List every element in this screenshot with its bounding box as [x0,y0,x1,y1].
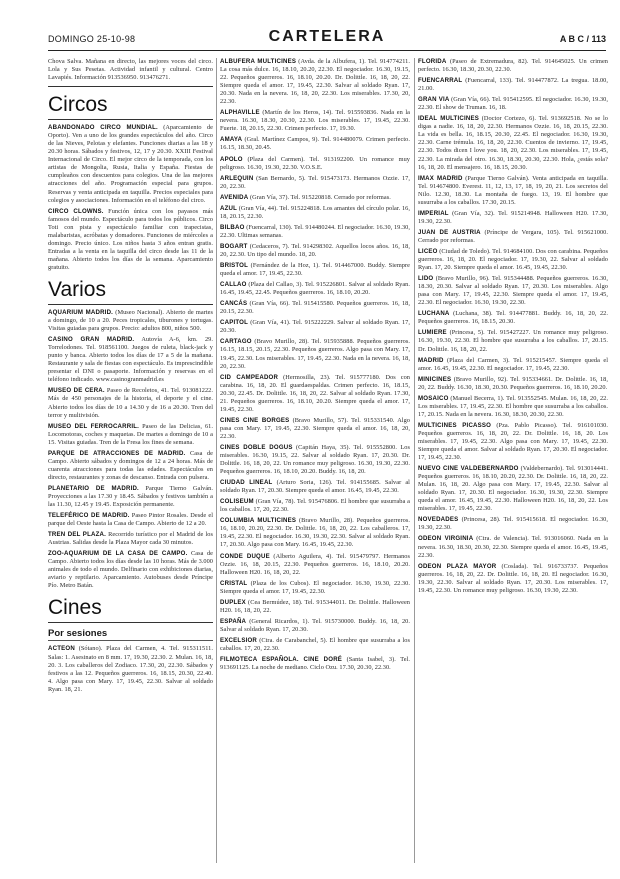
listing-details: (Gran Vía, 41). Tel. 915222229. Salvar al soldado Ryan. 17, 20.30. [220,319,410,335]
cinema-listing [418,275,608,307]
cinema-listing [220,444,410,476]
listing-details: (Aparcamiento de Oporto). Ven a uno de los grandes espectáculos del año. Circo de las Nieves, Pelotas y elefantes. Funciones diarias a las 18 y 20.30 horas. Sábados y festivos, 12, 17 y 20.30. XXIII Festival Internacional de Circo. El mejor circo de la temporada, con los artistas de Mongolia, Rusia, Italia y España. Fiestas de cumpleaños con descuentos para colegios. Una de las mejores atracciones del año. Programación especial para grupos. Reservas y venta anticipada en taquilla. Precios especiales para colegios y asociaciones. Información en el teléfono del circo. [48,124,213,204]
listing-name: CALLAO [220,281,247,289]
column-middle [220,58,410,863]
listing-details: (Gran Vía, 37). Tel. 915220818. Cerrado por reformas. [248,193,391,201]
cinema-listing [418,229,608,245]
cinema-listing [220,109,410,133]
listing-name: AQUARIUM MADRID. [48,308,114,316]
listing-details: (Santa Isabel, 3). Tel. 913691125. La noche de mediano. Ciclo Ozu. 17.30, 20.30, 22.30. [220,656,410,672]
listing-name: MOSAICO [418,394,449,402]
cinema-listing [418,357,608,373]
listing-name: FILMOTECA ESPAÑOLA. CINE DORÉ [220,656,343,664]
listing-name: JUAN DE AUSTRIA [418,228,481,236]
cinema-listing [220,553,410,577]
listing-name: FLORIDA [418,58,447,65]
listing-details: (Plaza del Carmen, 3). Tel. 915215457. Siempre queda el amor. 16.45, 19.45, 22.30. El negociador. 17, 19.45, 22.30. [418,356,608,372]
listing-details: (Plaza de los Cubos). El negociador. 16.30, 19.30, 22.30. Siempre queda el amor. 17, 19.45, 22.30. [220,579,410,595]
cinema-listing [418,96,608,112]
listing-name: IDEAL MULTICINES [418,115,479,123]
circus-listing [48,208,213,272]
cinema-listing [418,535,608,559]
listing-name: COLISEUM [220,498,254,506]
listing-name: CINES CINE BORGES [220,416,290,424]
listing-details: (Gran Vía, 78). Tel. 915476806. El hombre que susurraba a los caballos. 17, 20, 22.30. [220,498,410,514]
cinema-listing [418,210,608,226]
listing-name: TREN DEL PLAZA. [48,531,107,539]
listing-details: (Pza. Pablo Picasso). Tel. 916101030. Pequeños guerreros. 16, 18, 20, 22. Dr. Dolittle. 16, 18, 20. Los miserables. 17, 19.45, 22.30. Algo pasa con Mary. 17, 19.45, 22.30. Siempre queda el amor. Salvar al soldado Ryan. 17, 20.30. El negociador. 17, 19.45, 22.30. [418,421,608,462]
listing-name: CRISTAL [220,579,248,587]
attraction-listing [48,512,213,528]
cinema-listing [220,224,410,240]
listing-name: COLUMBIA MULTICINES [220,517,297,525]
listing-name: CARTAGO [220,338,252,346]
cinema-listing [220,618,410,634]
listing-name: ABANDONADO CIRCO MUNDIAL. [48,124,158,132]
cinema-listing [220,498,410,514]
listing-details: (Luchana, 38). Tel. 914477881. Buddy. 16, 18, 20, 22. Pequeños guerreros. 16, 18.15, 20.30. [418,310,608,326]
listing-name: PARQUE DE ATRACCIONES DE MADRID. [48,449,186,457]
listing-details: (Fuencarral, 133). Tel. 914477872. La tregua. 18.00, 21.00. [418,77,608,93]
listing-name: FUENCARRAL [418,77,463,85]
listing-details: (Fernández de la Hoz, 1). Tel. 914467000. Buddy. Siempre queda el amor. 17, 19.45, 22.30. [220,262,410,278]
cinema-listing [220,262,410,278]
listing-details: (San Bernardo, 5). Tel. 915473173. Hermanos Ozzie. 17, 20, 22.30. [220,174,410,190]
column-divider [414,58,415,863]
listing-details: (Coslada). Tel. 916733737. Pequeños guerreros. 16, 18, 20, 22. Dr. Dolittle. 16, 18, 20. El negociador. 16.30, 19.30, 22.30. Salvar al soldado Ryan. 17, 20.30. Los miserables. 17, 19.45, 22.30. Un romance muy peligroso. 16.30, 19.30, 22.30. [418,562,608,594]
listing-details: (Ctra. de Valencia). Tel. 913016060. Nada en la nevera. 16.30, 18.30, 20.30, 22.30. Siempre queda el amor. 16.45, 19.45, 22.30. [418,535,608,559]
cinema-listing [418,175,608,207]
listing-details: (Paseo de Extremadura, 82). Tel. 914645025. Un crimen perfecto. 16.30, 18.30, 20.30, 22.30. [418,58,608,74]
section-heading-varios: Varios [48,278,213,305]
attraction-listing [48,485,213,509]
listing-name: NUEVO CINE VALDEBERNARDO [418,465,519,473]
listing-name: GRAN VIA [418,96,450,104]
listing-details: Casa de Campo. Abierto todos los días desde las 10 horas. Más de 3.000 animales de todo el mundo. Delfinario con exhibiciones diarias, aviario y reptilario. Aparcamiento. Autobuses desde Príncipe Pío. Metro Batán. [48,550,213,590]
listing-details: (Bravo Murillo, 92). Tel. 915334661. Dr. Dolittle. 16, 18, 20, 22. Buddy. 16.30, 18.30, 20.30. Pequeños guerreros. 16, 18.10, 20.20. [418,375,608,391]
cinema-listing [220,338,410,370]
listing-details: (Bravo Murillo, 28). Pequeños guerreros. 16, 18.10, 20.20, 22.30. Dr. Dolittle. 16, 18, 20, 22. Los caballeros. 17, 19.45, 22.30. El negociador. 16.30, 19.30, 22.30. Salvar al soldado Ryan. 17, 20.30. Algo pasa con Mary. 16.45, 19.45, 22.30. [220,517,410,549]
cinema-listing [418,77,608,93]
cinema-listing [418,422,608,462]
listing-name: CONDE DUQUE [220,552,270,560]
listing-name: CID CAMPEADOR [220,373,279,381]
listing-details: (Museo Nacional). Abierto de martes a domingo, de 10 a 20. Peces tropicales, tiburones y tortugas. Visitas guiadas para grupos. Precio: adultos 800, niños 500. [48,308,213,333]
listing-details: (Valdebernardo). Tel. 913014441. Pequeños guerreros. 16, 18.10, 20.20, 22.30. Dr. Dolittle. 16, 18, 20, 22. Mulan. 16, 18, 20. Algo pasa con Mary. 17, 19.45, 22.30. Salvar al soldado Ryan. 17, 20.30. El negociador. 16.30, 19.30, 22.30. Siempre queda el amor. 16.45, 19.45, 22.30. Halloween H20. 16, 18, 20, 22. Los miserables. 17, 19.45, 22.30. [418,465,608,513]
cinema-listing [220,374,410,414]
listing-name: ACTEON [48,645,75,653]
issue-date: DOMINGO 25-10-98 [48,34,136,44]
circus-listing [48,124,213,204]
listing-name: MUSEO DEL FERROCARRIL. [48,422,140,430]
cinema-listing [220,136,410,152]
cinema-listing [418,395,608,419]
section-heading-cines: Cines [48,596,213,623]
listing-name: LIDO [418,275,434,283]
listing-details: Paseo Pintor Rosales. Desde el parque del Oeste hasta la Casa de Campo. Abierto de 12 a 20. [48,512,213,528]
attraction-listing [48,531,213,547]
listing-name: MUSEO DE CERA. [48,387,105,395]
listing-details: (Doctor Cortezo, 6). Tel. 913692518. No se lo digas a nadie. 16, 18, 20, 22.30. Hermanos Ozzie. 16, 18, 20.15, 22.30. La vida es bella. 16, 18.15, 20.30, 22.45. El negociador. 16.30, 19.30, 22.30. Carne trémula. 16, 18, 20, 22.30. Cuentos de invierno. 17, 19.45, 22.30. Todos dicen I love you. 18, 20, 22.30. Los miserables. 17, 19.45, 22.30. La mirada del otro. 16.30, 18.30, 20.30, 22.30. Hola, ¿estás sola? 16, 18, 20. El mensajero. 16, 18.15, 20.30. [418,115,608,171]
cinema-listing [220,637,410,653]
cinema-listing [220,243,410,259]
attraction-listing [48,450,213,482]
attraction-listing [48,336,213,384]
listing-name: ALBUFERA MULTICINES [220,58,297,65]
listing-name: AVENIDA [220,193,249,201]
attraction-listing [48,423,213,447]
listing-name: APOLO [220,155,243,163]
column-right [418,58,608,863]
listing-name: MADRID [418,356,444,364]
listing-name: MINICINES [418,375,452,383]
cinema-list [48,645,213,693]
cinema-listing [220,300,410,316]
listing-details: (Fuencarral, 130). Tel. 914480244. El negociador. 16.30, 19.30, 22.30. Ultimas semanas. [220,223,410,239]
listing-name: IMPERIAL [418,209,449,217]
listing-name: ZOO-AQUARIUM DE LA CASA DE CAMPO. [48,550,188,558]
listing-details: (Martín de los Heros, 14). Tel. 915593836. Nada en la nevera. 16.30, 18.30, 20.30, 22.30. Los miserables. 17, 19.45, 22.30. Fuerte. 18, 20.15, 22.30. Crimen perfecto. 17, 19.30. [220,109,410,133]
listing-details: (Gran Vía, 32). Tel. 915214948. Halloween H20. 17.30, 19.30, 22.30. [418,209,608,225]
cinema-listing [220,517,410,549]
listing-details: Paseo de las Delicias, 61. Locomotoras, coches y maquetas. De martes a domingo de 10 a 15. Visitas guiadas. Tren de la Fresa los fines de semana. [48,422,213,446]
listing-name: ODEON VIRGINIA [418,535,474,543]
listing-details: (Parque Tierno Galván). Venta anticipada en taquilla. Tel. 914674800. Everest. 11, 12, 13, 17, 18, 19, 20, 21. Los secretos del Nilo. 12.30, 18.30. La montaña de fuego. 13, 19. El hombre que susurraba a los caballos. 17.30, 20.15. [418,174,608,206]
listing-name: AZUL [220,204,238,212]
subsection-por-sesiones: Por sesiones [48,628,213,641]
listing-name: CIRCO CLOWNS. [48,207,104,215]
cinema-listing [220,58,410,106]
listing-name: BILBAO [220,223,245,231]
intro-listing: Chova Salva. Mañana en directo, las mejores voces del circo. Lola y Sus Pesetas. Actividad infantil y cultural. Centro Lavapiés. Información 913536950. 913476271. [48,58,213,87]
listing-name: LUMIERE [418,329,447,337]
listing-details: (Bravo Murillo, 28). Tel. 915935888. Pequeños guerreros. 16.15, 18.15, 20.15, 22.30. Pequeños guerreros. Algo pasa con Mary. 17, 19.45, 22.30. Los miserables. 17, 19.45, 22.30. Nada en la nevera. 16, 18, 20, 22.30. [220,338,410,370]
cinema-listing [220,580,410,596]
varios-list [48,309,213,591]
listing-details: (Príncipe de Vergara, 105). Tel. 915621000. Cerrado por reformas. [418,228,608,244]
listing-name: BOGART [220,242,248,250]
listing-details: (Capitán Haya, 35). Tel. 915552800. Los miserables. 16.30, 19.15, 22. Salvar al soldado Ryan. 17, 20.30. Dr. Dolittle. 16, 18, 20, 22. Un romance muy peligroso. 16.30, 19.30, 22.30. Pequeños guerreros. 16, 18.10, 20.20. Buddy. 16, 18, 20. [220,443,410,476]
listing-name: CINES DOBLE DOGUS [220,443,293,451]
listing-details: Paseo de Recoletos, 41. Tel. 913081222. Más de 450 personajes de la historia, el deporte y el cine. Abierto todos los días de 10 a 14.30 y de 16 a 20.30. Tren del terror y multivisión. [48,387,213,419]
listing-details: Recorrido turístico por el Madrid de los Austrias. Salidas desde la Plaza Mayor cada 30 minutos. [48,531,213,547]
listing-name: MULTICINES PICASSO [418,421,492,429]
listing-name: AMAYA [220,136,243,144]
cinema-listing [418,563,608,595]
listing-details: (Plaza del Callao, 3). Tel. 915226801. Salvar al soldado Ryan. 16.45, 19.45, 22.45. Pequeños guerreros. 16, 18.10, 20.20. [220,281,410,297]
listing-details: (Cedaceros, 7). Tel. 914298302. Aquellos locos años. 16, 18, 20, 22.30. Un tipo del mundo. 18, 20. [220,242,410,258]
section-heading-circos: Circos [48,93,213,120]
cinema-list [418,58,608,595]
attraction-listing [48,309,213,333]
listing-name: ARLEQUIN [220,174,254,182]
listing-details: Función única con los payasos más famosos del mundo. Espectáculo para todos los públicos. Circo Toti con pista y espectáculo familiar con trapecistas, malabaristas, acróbatas y domadores. Funciones de miércoles a domingo. Precio único. Los niños hasta 3 años entran gratis. Entradas a la venta en la taquilla del circo desde las 11 de la mañana. Abierto todos los días de la semana. Aparcamiento gratuito. [48,207,213,271]
attraction-listing [48,387,213,419]
listing-details: (Princesa, 5). Tel. 915427227. Un romance muy peligroso. 16.30, 19.30, 22.30. El hombre que susurraba a los caballos. 17, 20.15. Dr. Dolittle. 16, 18, 20, 22. [418,329,608,353]
listing-details: (Gran Vía, 66). Tel. 915412595. El negociador. 16.30, 19.30, 22.30. El show de Truman. 16, 18. [418,96,608,112]
cinema-listing [220,417,410,441]
listing-details: (Avda. de la Albufera, 1). Tel. 914774211. La cosa más dulce. 16, 18.10, 20.20, 22.30. El negociador. 16.30, 19.15, 22. Pequeños guerreros. 16, 18.10, 20.20. Dr. Dolittle. 16, 18, 20, 22. Siempre queda el amor. 17, 19.45, 22.30. Salvar al soldado Ryan. 17, 20.30. Nada en la nevera. 16, 18, 20, 22.30. Los miserables. 17.30, 20, 22.30. [220,58,410,106]
listing-name: PLANETARIO DE MADRID. [48,484,139,492]
listing-details: (Manuel Becerra, 1). Tel. 913552545. Mulan. 16, 18, 20, 22. Los miserables. 17, 19.45, 22.30. El hombre que susurraba a los caballos. 17, 20.15. Nada en la nevera. 16.30, 18.30, 20.30, 22.30. [418,394,608,418]
listing-name: CASINO GRAN MADRID. [48,336,135,344]
listing-details: (Princesa, 28). Tel. 915415618. El negociador. 16.30, 19.30, 22.30. [418,516,608,532]
listing-name: LICEO [418,247,438,255]
listing-details: (Gral. Martínez Campos, 9). Tel. 914480079. Crimen perfecto. 16.15, 18.30, 20.45. [220,136,410,152]
listing-details: Casa de Campo. Abierto sábados y domingos de 12 a 24 horas. Más de cuarenta atracciones para todas las edades. Espectáculos en directo, restaurantes y zonas de descanso. Entrada con pulsera. [48,449,213,481]
listing-name: LUCHANA [418,310,450,318]
listing-name: CIUDAD LINEAL [220,479,273,487]
listing-name: EXCELSIOR [220,636,258,644]
listing-name: DUPLEX [220,598,246,606]
listing-name: TELEFÉRICO DE MADRID. [48,512,130,520]
page-header [48,28,606,51]
listing-details: (Ctra. de Carabanchel, 5). El hombre que susurraba a los caballos. 17, 20, 22.30. [220,636,410,652]
attraction-listing [48,550,213,590]
column-divider [216,58,217,863]
cinema-list [220,58,410,672]
cinema-listing [418,329,608,353]
cinema-listing [220,281,410,297]
cinema-listing [418,465,608,513]
listing-details: (General Ricardos, 1). Tel. 915730000. Buddy. 16, 18, 20. Salvar al soldado Ryan. 17, 20.30. [220,617,410,633]
circos-list [48,124,213,272]
listing-name: ALPHAVILLE [220,109,260,117]
listing-details: (Sótano). Plaza del Carmen, 4. Tel. 915311511. Salas: 1. Asesinato en 8 mm. 17, 19.30, 22.30. 2. Mulan. 16, 18, 20. 3. Los caballeros del Zodiaco. 17.30, 20, 22.30. Sábados y festivos a las 12. Pequeños guerreros. 16, 18.15, 20.30, 22.40. 4. Algo pasa con Mary. 17, 19.45, 22.30. Salvar al soldado Ryan. 18, 21. [48,645,213,693]
cinema-listing [220,319,410,335]
cinema-listing [418,310,608,326]
listing-details: (Gran Vía, 44). Tel. 915224818. Los amantes del círculo polar. 16, 18, 20.15, 22.30. [220,204,410,220]
cinema-listing [418,516,608,532]
listing-name: ODEON PLAZA MAYOR [418,562,497,570]
cinema-listing [220,175,410,191]
listing-details: (Ciudad de Toledo). Tel. 914684100. Dos con carabina. Pequeños guerreros. 16, 18, 20. El negociador. 17, 19.30, 22. Salvar al soldado Ryan. 17, 20. Siempre queda el amor. 16.45, 19.45, 22.30. [418,247,608,272]
listing-details: (Arturo Soria, 126). Tel. 914155685. Salvar al soldado Ryan. 17, 20.30. Siempre queda el amor. 16.45, 19.45, 22.30. [220,479,410,495]
listing-details: Parque Tierno Galván. Proyecciones a las 17.30 y 18.45. Sábados y festivos también a las 11.30, 12.45 y 19.45. Exposición permanente. [48,484,213,509]
cinema-listing [418,376,608,392]
listing-details: (Plaza del Carmen). Tel. 913192200. Un romance muy peligroso. 16.30, 19.30, 22.30. V.O.S.E. [220,155,410,171]
cinema-listing [48,645,213,693]
listing-details: Autovía A-6, km. 29. Torrelodones. Tel. 918561100. Juegos de ruleta, black-jack y punto y banca. Abierto todos los días de 17 a 5 de la mañana. Restaurante y sala de fiestas con espectáculo. Es imprescindible presentar el DNI o pasaporte. Información y reservas en el teléfono indicado. www.casinogranmadrid.es [48,336,213,384]
listing-name: NOVEDADES [418,516,459,524]
cinema-listing [220,599,410,615]
cinema-listing [418,248,608,272]
listing-name: CAPITOL [220,319,249,327]
cinema-listing [220,656,410,672]
cinema-listing [418,115,608,171]
listing-details: (Bravo Murillo, 96). Tel. 915344488. Pequeños guerreros. 16.30, 18.30, 20.30. Salvar al soldado Ryan. 17, 20.30. Los miserables. Algo pasa con Mary. 17, 19.45, 22.30. Siempre queda el amor. 17, 19.45, 22.30. El negociador. 16.30, 19.30, 22.30. [418,275,608,307]
cinema-listing [220,479,410,495]
listing-details: (Bravo Murillo, 57). Tel. 915331540. Algo pasa con Mary. 17, 19.45, 22.30. Siempre queda el amor. 16, 18, 20, 22.30. [220,416,410,440]
listing-name: BRISTOL [220,262,249,270]
listing-details: (Gran Vía, 66). Tel. 915415580. Pequeños guerreros. 16, 18, 20.15, 22.30. [220,300,410,316]
listing-name: CANCÁS [220,300,248,308]
section-title-cartelera: CARTELERA [268,28,386,45]
cinema-listing [220,205,410,221]
page-number: A B C / 113 [559,34,606,44]
cinema-listing [220,156,410,172]
column-left [48,58,213,863]
listing-name: IMAX MADRID [418,174,463,182]
cinema-listing [418,58,608,74]
listing-details: (Hermosilla, 23). Tel. 915777180. Dos con carabina. 16, 18, 20. El guardaespaldas. Crimen perfecto. 16, 18.15, 20.30, 22.45. Dr. Dolittle. 16, 18, 20, 22. Salvar al soldado Ryan. 17.30, 21. Pequeños guerreros. 16, 18.10, 20.20. Siempre queda el amor. 17, 19.45, 22.30. [220,373,410,413]
listing-details: (Cea Bermúdez, 18). Tel. 915344011. Dr. Dolittle. Halloween H20. 16, 18, 20, 22. [220,598,410,614]
listing-details: (Alberto Aguilera, 4). Tel. 915479797. Hermanos Ozzie. 16, 18, 20.15, 22.30. Pequeños guerreros. 16, 18.10, 20.20. Halloween H20. 16, 18, 20, 22. [220,552,410,576]
listing-name: ESPAÑA [220,617,247,625]
cinema-listing [220,194,410,202]
